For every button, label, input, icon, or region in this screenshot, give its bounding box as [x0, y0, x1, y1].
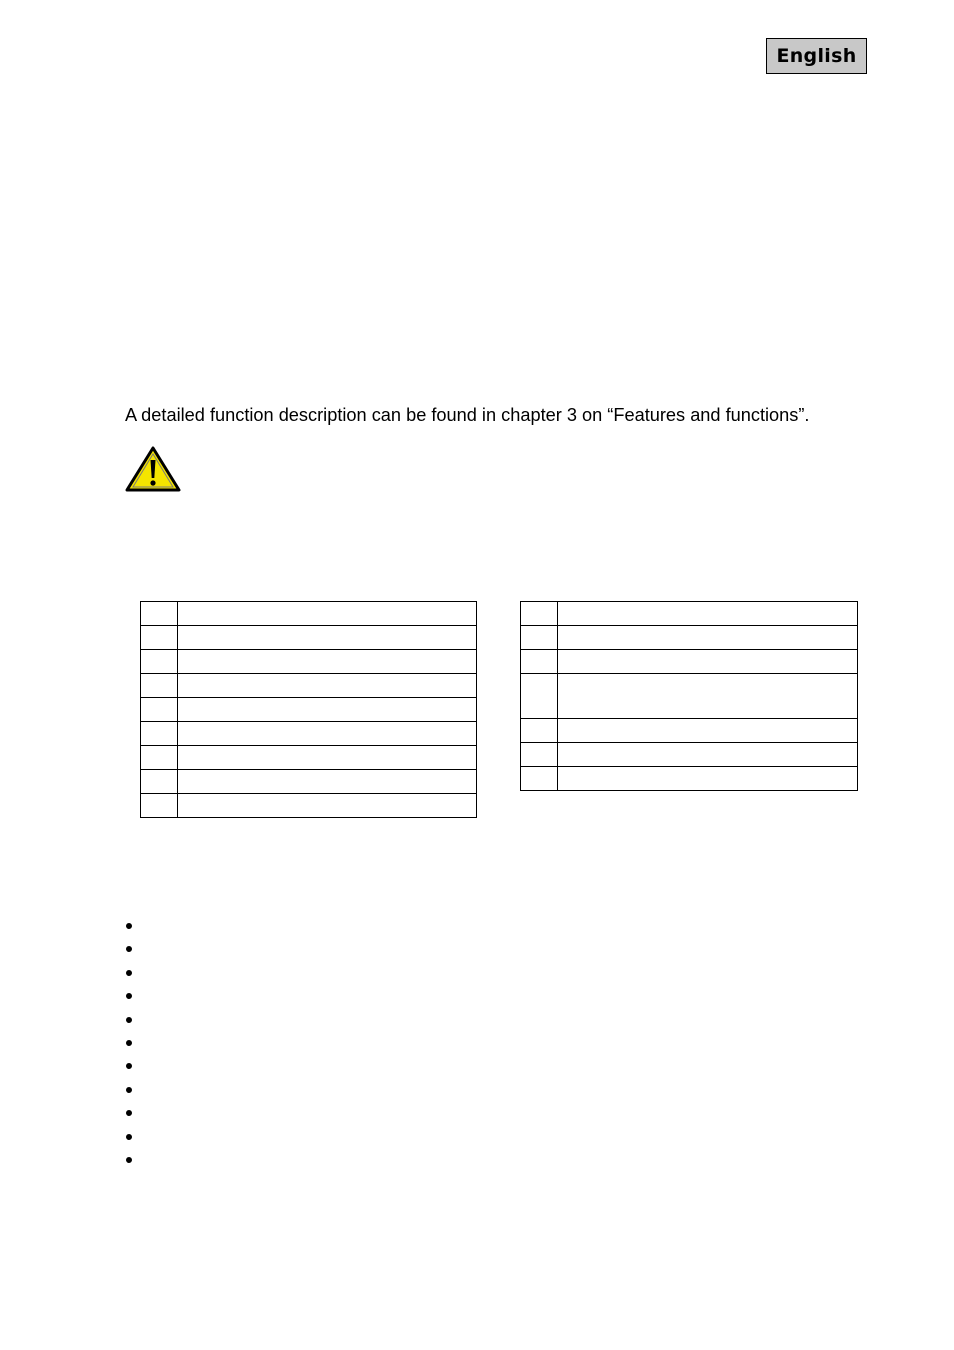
- list-item: [125, 1032, 145, 1055]
- table-cell: [178, 770, 477, 794]
- table-cell: [521, 626, 558, 650]
- table-cell: [521, 743, 558, 767]
- table-cell: [178, 722, 477, 746]
- list-item: [125, 1079, 145, 1102]
- table-cell: [521, 719, 558, 743]
- list-item: [125, 1102, 145, 1125]
- left-parts-table: [140, 601, 477, 818]
- table-cell: [178, 626, 477, 650]
- table-cell: [178, 674, 477, 698]
- table-cell: [141, 602, 178, 626]
- list-item: [125, 1055, 145, 1078]
- table-cell: [141, 746, 178, 770]
- table-cell: [178, 602, 477, 626]
- list-item: [125, 962, 145, 985]
- table-cell: [141, 722, 178, 746]
- table-cell: [141, 698, 178, 722]
- language-tab[interactable]: English: [766, 38, 867, 74]
- warning-triangle-icon: [125, 446, 181, 492]
- intro-paragraph: A detailed function description can be found in chapter 3 on “Features and functions”.: [125, 405, 810, 425]
- table-cell: [178, 746, 477, 770]
- table-cell: [558, 719, 858, 743]
- list-item: [125, 1009, 145, 1032]
- table-cell: [558, 602, 858, 626]
- list-item: [125, 985, 145, 1008]
- list-item: [125, 938, 145, 961]
- table-cell: [558, 674, 858, 719]
- table-cell: [141, 674, 178, 698]
- table-cell: [521, 674, 558, 719]
- table-cell: [178, 650, 477, 674]
- table-cell: [141, 626, 178, 650]
- right-parts-table: [520, 601, 858, 791]
- table-cell: [558, 650, 858, 674]
- table-cell: [141, 770, 178, 794]
- table-cell: [521, 650, 558, 674]
- list-item: [125, 915, 145, 938]
- table-cell: [558, 767, 858, 791]
- list-item: [125, 1149, 145, 1172]
- table-cell: [521, 767, 558, 791]
- table-cell: [178, 794, 477, 818]
- list-item: [125, 1126, 145, 1149]
- table-cell: [558, 626, 858, 650]
- table-cell: [178, 698, 477, 722]
- table-cell: [141, 650, 178, 674]
- table-cell: [141, 794, 178, 818]
- table-cell: [558, 743, 858, 767]
- table-cell: [521, 602, 558, 626]
- bullet-list: [125, 915, 145, 1172]
